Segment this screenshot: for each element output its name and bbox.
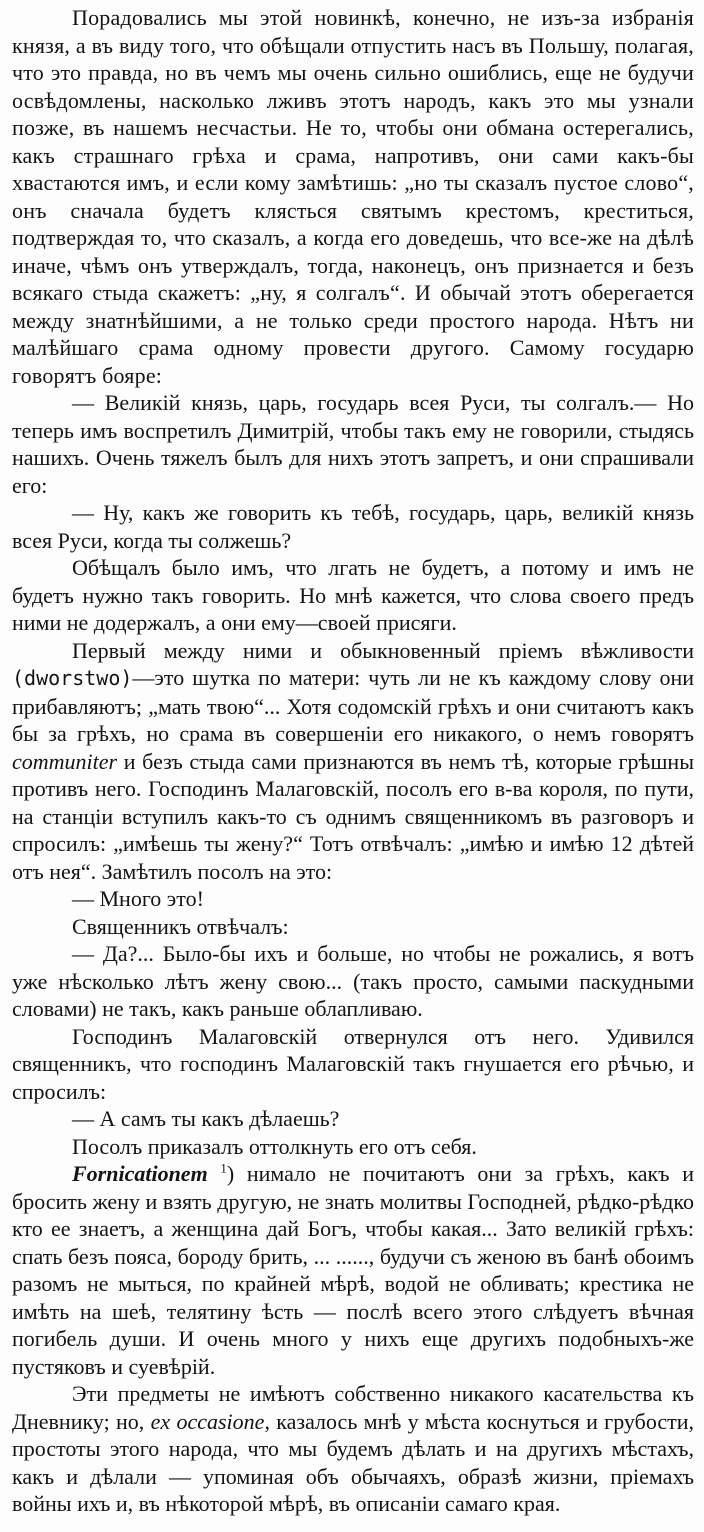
paragraph <box>12 637 694 886</box>
dialog-line: — Много это! <box>72 886 204 911</box>
dialog-line: — Да?... Было-бы ихъ и больше, но чтобы не рожались, я вотъ уже нѣсколько лѣтъ жену свою... (такъ просто, самыми паскудными словами) не такъ, какъ раньше облапливаю. <box>12 941 694 1021</box>
text-run: и безъ стыда сами признаются въ немъ тѣ, которые грѣшны противъ него. Господинъ Малаговскій, посолъ его в-ва короля, по пути, на станціи вступилъ какъ-то съ однимъ священникомъ въ разговоръ и спросилъ: „имѣешь ты жену?“ Тотъ отвѣчалъ: „имѣю и имѣю 12 дѣтей отъ нея“. Замѣтилъ посолъ на это: <box>12 748 694 884</box>
latin-term: Fornicationem <box>72 1161 208 1186</box>
dialog-line: Священникъ отвѣчалъ: <box>72 913 289 939</box>
text-run: —это шутка по матери: чуть ли не къ каждому слову они прибавляютъ; „мать твою“... Хотя содомскій грѣхъ и они считаютъ какъ бы за грѣхъ, но срама въ совершеніи его никакого, о немъ говорятъ <box>12 665 694 746</box>
paragraph: Порадовались мы этой новинкѣ, конечно, не изъ-за избранія князя, а въ виду того, что обѣщали отпустить насъ въ Польшу, полагая, что это правда, но въ чемъ мы очень сильно ошиблись, еще не будучи освѣдомлены, насколько лживъ этотъ народъ, какъ это мы узнали позже, въ нашемъ несчастьи. Не то, чтобы они обмана остерегались, какъ страшнаго грѣха и срама, напротивъ, они сами какъ-бы хвастаются имъ, и если кому замѣтишь: „но ты сказалъ пустое слово“, онъ сначала будетъ клясться святымъ крестомъ, креститься, подтверждая то, что сказалъ, а когда его доведешь, что все-же на дѣлѣ иначе, чѣмъ онъ утверждалъ, тогда, наконецъ, онъ признается и безъ всякаго стыда скажетъ: „ну, я солгалъ“. И обычай этотъ оберегается между знатнѣйшими, а не только среди простого народа. Нѣтъ ни малѣйшаго срама одному провести другого. Самому государю говорятъ бояре: <box>12 5 694 388</box>
dialog-line: Господинъ Малаговскій отвернулся отъ него. Удивился священникъ, что господинъ Малаговскій такъ гнушается его рѣчью, и спросилъ: <box>12 1023 694 1104</box>
footnote-marker: 1 <box>220 1160 227 1176</box>
paragraph <box>12 1380 694 1518</box>
paragraph: Обѣщалъ было имъ, что лгать не будетъ, а потому и имъ не будетъ нужно такъ говорить. Но мнѣ кажется, что слова своего предъ ними не додержалъ, а они ему—своей присяги. <box>12 555 694 635</box>
text-run: Эти предметы не имѣютъ собственно никакого касательства къ Дневнику; но, <box>12 1381 694 1434</box>
text-run: , казалось мнѣ у мѣста коснуться и грубости, простоты этого народа, что мы будемъ дѣлать и на другихъ мѣстахъ, какъ и дѣлали — упоминая объ обычаяхъ, образѣ жизни, пріемахъ войны ихъ и, въ нѣкоторой мѣрѣ, въ описаніи самаго края. <box>12 1408 695 1516</box>
dialog-line: — А самъ ты какъ дѣлаешь? <box>72 1106 340 1131</box>
paragraph <box>12 1160 694 1380</box>
polish-term: (dworstwo) <box>12 666 133 690</box>
paragraph: — Ну, какъ же говорить къ тебѣ, государь, царь, великій князь всея Руси, когда ты солжешь? <box>12 500 694 553</box>
dialog-line: Посолъ приказалъ оттолкнуть его отъ себя. <box>72 1133 477 1159</box>
document-page <box>12 4 694 1518</box>
text-run: ) нимало не почитаютъ они за грѣхъ, какъ и бросить жену и взять другую, не знать молитвы Господней, рѣдко-рѣдко кто ее знаетъ, а женщина дай Богъ, чтобы какая... Зато великій грѣхъ: спать безъ пояса, бороду брить, ... ......, будучи съ женою въ банѣ обоимъ разомъ не мыться, по крайней мѣрѣ, водой не обливать; крестика не имѣть на шеѣ, телятину ѣсть — послѣ всего этого слѣдуетъ вѣчная погибель души. И очень много у нихъ еще другихъ подобныхъ-же пустяковъ и суевѣрій. <box>12 1161 694 1379</box>
text-run: Первый между ними и обыкновенный пріемъ вѣжливости <box>72 637 694 663</box>
latin-term: ex occasione <box>150 1408 265 1434</box>
latin-term: communiter <box>12 748 118 774</box>
paragraph: — Великій князь, царь, государь всея Руси, ты солгалъ.— Но теперь имъ воспретилъ Димитрій, чтобы такъ ему не говорили, стыдясь нашихъ. Очень тяжелъ былъ для нихъ этотъ запретъ, и они спрашивали его: <box>12 390 694 498</box>
